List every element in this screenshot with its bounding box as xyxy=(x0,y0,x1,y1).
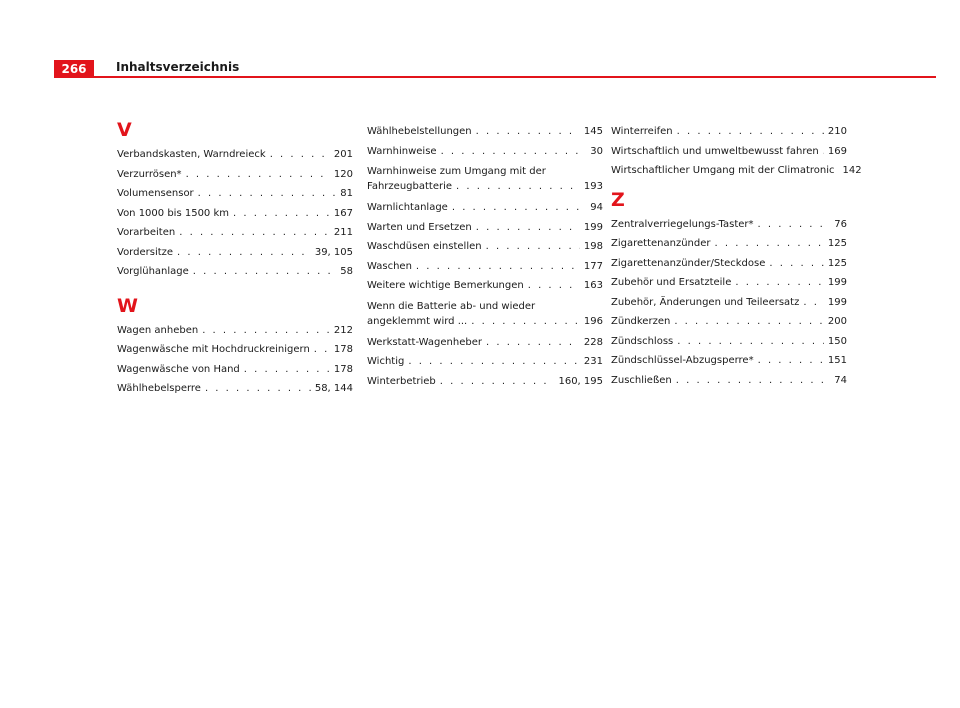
index-entry: Waschdüsen einstellen . . . 198 xyxy=(367,237,603,257)
index-entry: Zigarettenanzünder/Steckdose . . . 125 xyxy=(611,254,847,274)
header-divider xyxy=(54,76,936,78)
index-entry: Warnlichtanlage . . . 94 xyxy=(367,198,603,218)
index-entry: Zentralverriegelungs-Taster* . . . 76 xyxy=(611,215,847,235)
index-entry: Warnhinweise zum Umgang mit der Fahrzeugbatterie . . . 193 xyxy=(367,165,603,194)
index-entry: Winterreifen . . . 210 xyxy=(611,122,847,142)
page-title: Inhaltsverzeichnis xyxy=(116,60,240,74)
index-entry: Volumensensor . . . 81 xyxy=(117,184,353,204)
index-column-1 xyxy=(117,118,353,399)
index-entry: Zubehör, Änderungen und Teileersatz . . . 199 xyxy=(611,293,847,313)
index-entry: Vorarbeiten . . . 211 xyxy=(117,223,353,243)
index-entry: Zündkerzen . . . 200 xyxy=(611,312,847,332)
index-entry: Wichtig . . . 231 xyxy=(367,352,603,372)
index-entry: Wagenwäsche mit Hochdruckreinigern . . . 178 xyxy=(117,340,353,360)
page-number: 266 xyxy=(54,60,94,77)
index-entry: Wenn die Batterie ab- und wieder angeklemmt wird ... . . . 196 xyxy=(367,300,603,329)
index-entry: Vordersitze . . . 39, 105 xyxy=(117,243,353,263)
index-entry: Waschen . . . 177 xyxy=(367,257,603,277)
index-entry: Wagen anheben . . . 212 xyxy=(117,321,353,341)
index-entry: Winterbetrieb . . . 160, 195 xyxy=(367,372,603,392)
index-entry: Zündschloss . . . 150 xyxy=(611,332,847,352)
index-column-2 xyxy=(367,122,603,391)
section-letter-w: W xyxy=(117,294,138,317)
index-entry: Zubehör und Ersatzteile . . . 199 xyxy=(611,273,847,293)
index-entry: Wirtschaftlicher Umgang mit der Climatronic 142 xyxy=(611,165,862,176)
index-entry: Wagenwäsche von Hand . . . 178 xyxy=(117,360,353,380)
section-letter-v: V xyxy=(117,119,132,141)
section-letter-z: Z xyxy=(611,188,625,211)
index-column-3 xyxy=(611,122,862,390)
index-entry: Verbandskasten, Warndreieck . . . 201 xyxy=(117,145,353,165)
index-entry: Werkstatt-Wagenheber . . . 228 xyxy=(367,333,603,353)
index-entry: Zündschlüssel-Abzugsperre* . . . 151 xyxy=(611,351,847,371)
index-entry: Warten und Ersetzen . . . 199 xyxy=(367,218,603,238)
index-entry: Zuschließen . . . 74 xyxy=(611,371,847,391)
index-entry: Wählhebelsperre . . . 58, 144 xyxy=(117,379,353,399)
index-entry: Wählhebelstellungen . . . 145 xyxy=(367,122,603,142)
index-entry: Von 1000 bis 1500 km . . . 167 xyxy=(117,204,353,224)
index-entry: Vorglühanlage . . . 58 xyxy=(117,262,353,282)
index-entry: Zigarettenanzünder . . . 125 xyxy=(611,234,847,254)
index-entry: Weitere wichtige Bemerkungen . . . 163 xyxy=(367,276,603,296)
index-entry: Verzurrösen* . . . 120 xyxy=(117,165,353,185)
index-entry: Warnhinweise . . . 30 xyxy=(367,142,603,162)
index-entry: Wirtschaftlich und umweltbewusst fahren . . . 169 xyxy=(611,142,847,162)
